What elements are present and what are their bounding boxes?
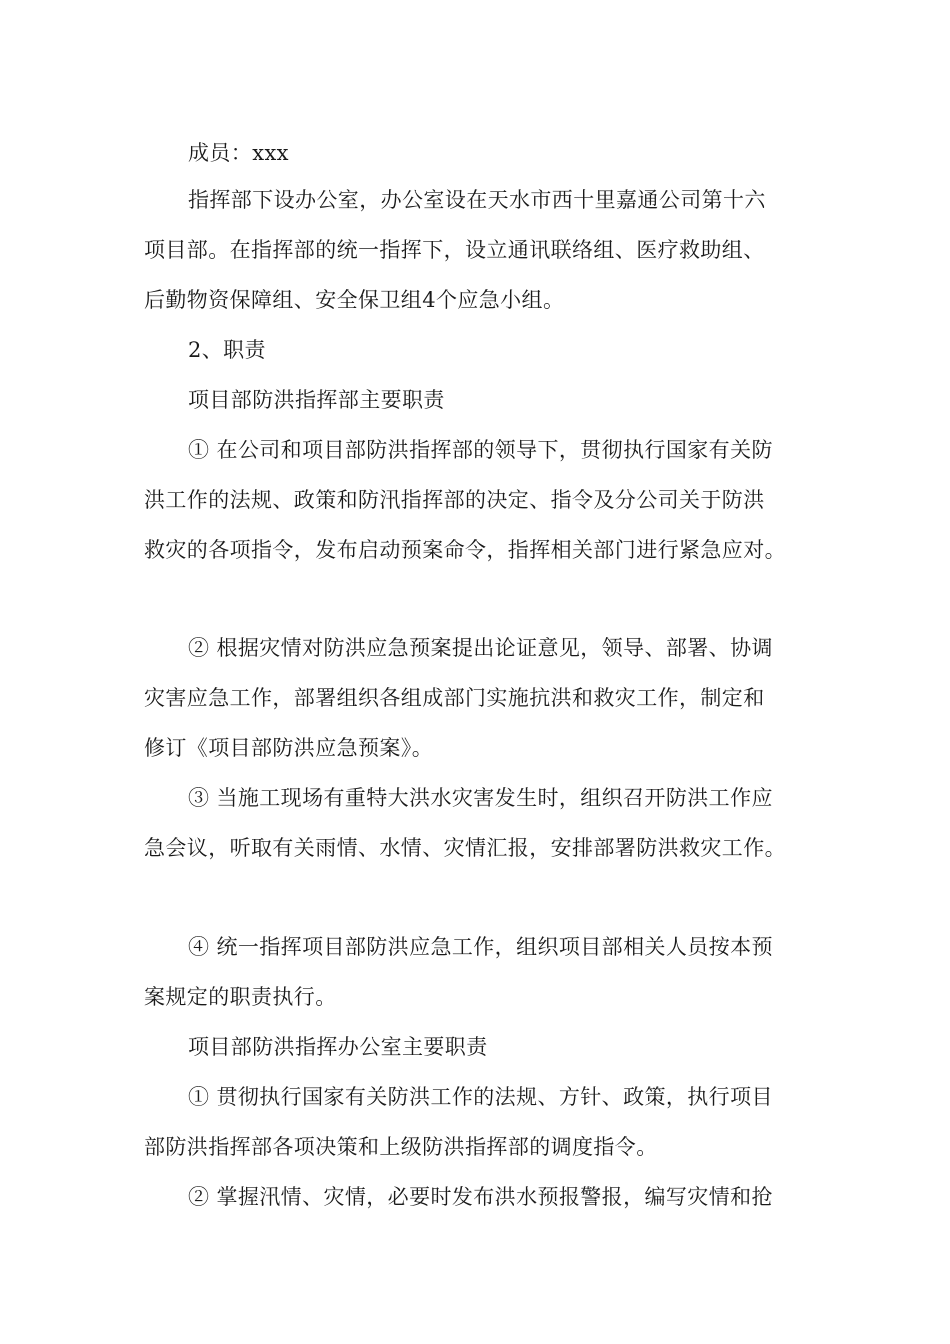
paragraph-line: ③ 当施工现场有重特大洪水灾害发生时，组织召开防洪工作应 [188,786,773,810]
section-heading: 2、职责 [188,338,266,362]
paragraph-line: 急会议，听取有关雨情、水情、灾情汇报，安排部署防洪救灾工作。 [144,836,786,860]
paragraph-line: 救灾的各项指令，发布启动预案命令，指挥相关部门进行紧急应对。 [144,538,786,562]
member-line: 成员：xxx [188,141,289,165]
subsection-heading: 项目部防洪指挥办公室主要职责 [188,1035,488,1059]
paragraph-line: 后勤物资保障组、安全保卫组4个应急小组。 [144,288,565,312]
paragraph-line: 部防洪指挥部各项决策和上级防洪指挥部的调度指令。 [144,1135,658,1159]
paragraph-line: 项目部。在指挥部的统一指挥下，设立通讯联络组、医疗救助组、 [144,238,765,262]
paragraph-line: ② 掌握汛情、灾情，必要时发布洪水预报警报，编写灾情和抢 [188,1185,773,1209]
subsection-heading: 项目部防洪指挥部主要职责 [188,388,445,412]
paragraph-line: ① 贯彻执行国家有关防洪工作的法规、方针、政策，执行项目 [188,1085,773,1109]
paragraph-line: 案规定的职责执行。 [144,985,337,1009]
paragraph-line: ④ 统一指挥项目部防洪应急工作，组织项目部相关人员按本预 [188,935,773,959]
paragraph-line: 洪工作的法规、政策和防汛指挥部的决定、指令及分公司关于防洪 [144,488,765,512]
paragraph-line: 指挥部下设办公室，办公室设在天水市西十里嘉通公司第十六 [188,188,766,212]
paragraph-line: 修订《项目部防洪应急预案》。 [144,736,434,760]
paragraph-line: ② 根据灾情对防洪应急预案提出论证意见，领导、部署、协调 [188,636,773,660]
paragraph-line: 灾害应急工作，部署组织各组成部门实施抗洪和救灾工作，制定和 [144,686,765,710]
paragraph-line: ① 在公司和项目部防洪指挥部的领导下，贯彻执行国家有关防 [188,438,773,462]
